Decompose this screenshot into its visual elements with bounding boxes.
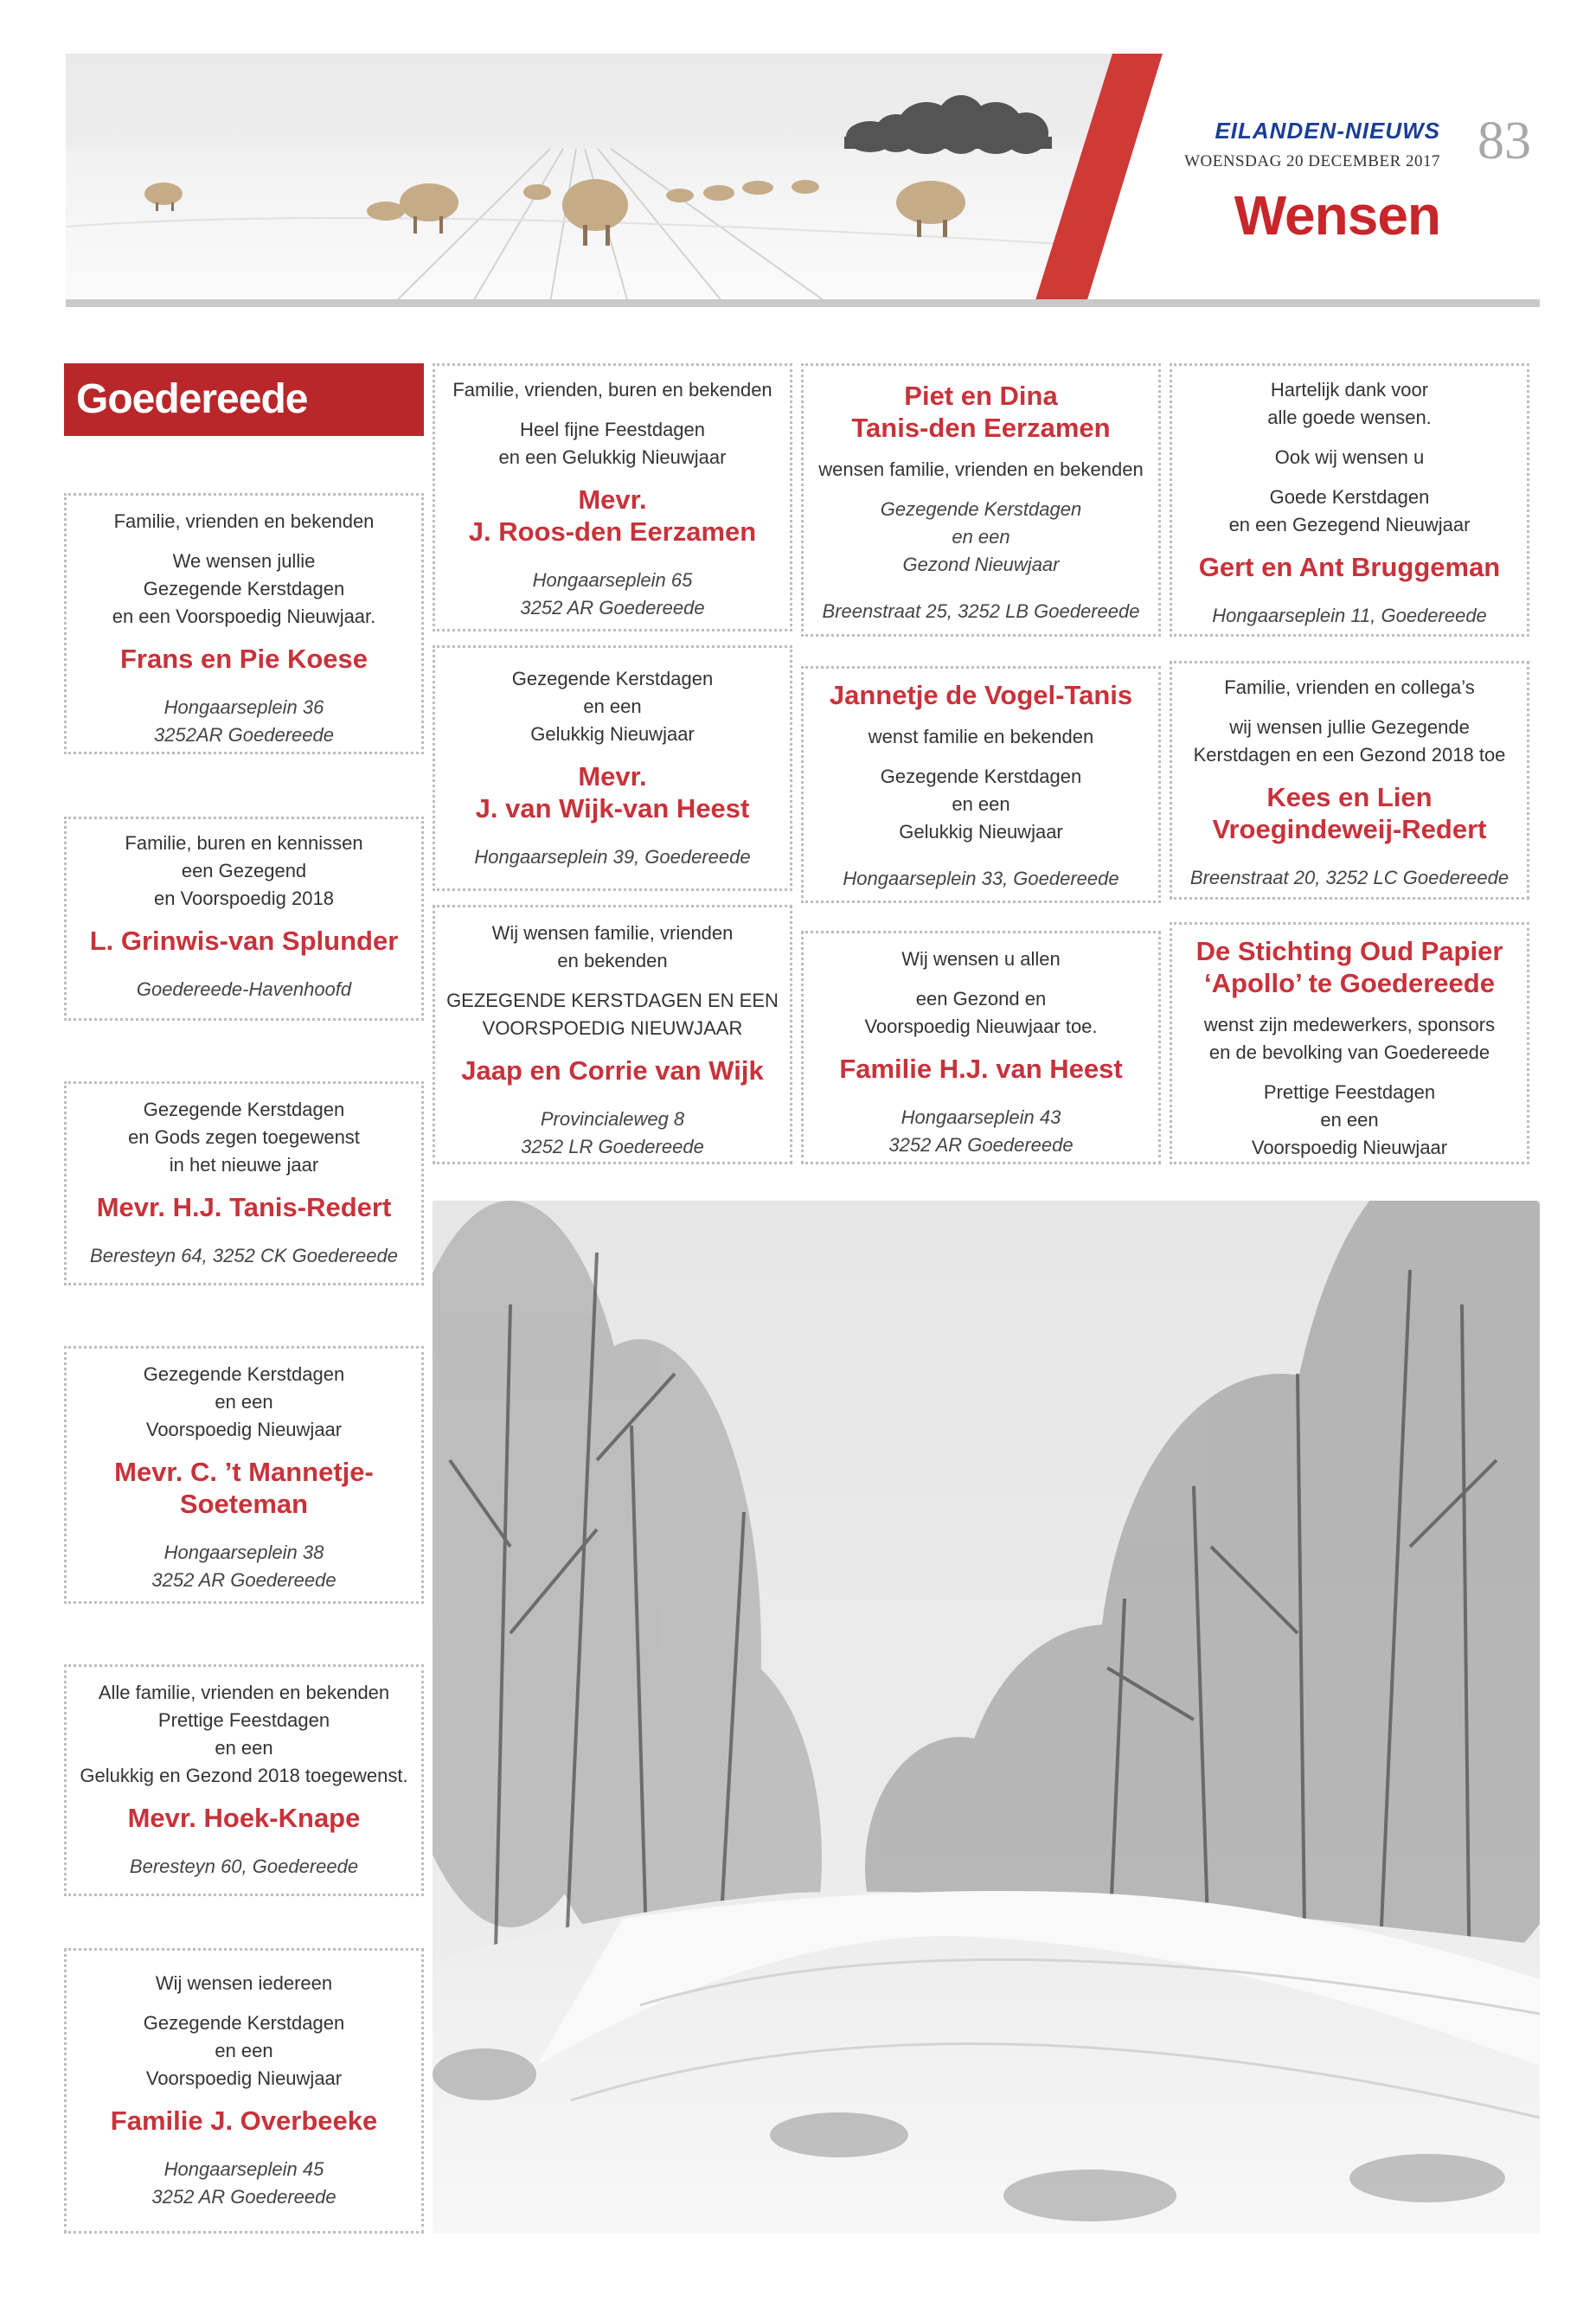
ad-text: Prettige Feestdagen [157, 1709, 330, 1731]
ad-sender-name: J. van Wijk-van Heest [475, 793, 750, 824]
ad-text: Kerstdagen en een Gezond 2018 toe [1193, 744, 1506, 766]
ad-address: 3252 AR Goedereede [151, 1569, 337, 1591]
ad-text: en een [952, 526, 1010, 548]
ad-sender-name: Jannetje de Vogel-Tanis [829, 680, 1133, 710]
greeting-ad [64, 817, 424, 1021]
ad-text: Wij wensen u allen [901, 948, 1061, 970]
ad-sender-name: Mevr. C. ’t Mannetje- [114, 1457, 374, 1487]
ad-address: Hongaarseplein 33, Goedereede [843, 868, 1119, 889]
ad-text: en een [215, 1391, 273, 1413]
ad-text: en een [1320, 1109, 1379, 1131]
ad-text: wenst zijn medewerkers, sponsors [1203, 1014, 1496, 1035]
ad-address: Provincialeweg 8 [540, 1108, 685, 1130]
ad-sender-name: Mevr. Hoek-Knape [127, 1803, 361, 1833]
greeting-ad [801, 363, 1161, 637]
ad-text: Voorspoedig Nieuwjaar toe. [864, 1016, 1098, 1037]
ad-text: Wij wensen familie, vrienden [491, 922, 734, 944]
ad-text: Gezegende Kerstdagen [143, 2012, 345, 2034]
greeting-ad [433, 363, 792, 631]
ad-sender-name: De Stichting Oud Papier [1195, 936, 1503, 966]
ad-text: Ook wij wensen u [1274, 446, 1425, 468]
ad-sender-name: Mevr. H.J. Tanis-Redert [96, 1192, 392, 1222]
ad-text: We wensen jullie [172, 550, 316, 572]
ad-sender-name: Tanis-den Eerzamen [851, 413, 1111, 443]
greeting-ad [1170, 363, 1529, 637]
ad-sender-name: Jaap en Corrie van Wijk [461, 1055, 764, 1086]
greeting-ad [64, 1346, 424, 1604]
ad-address: 3252 LR Goedereede [521, 1136, 704, 1157]
ad-address: 3252AR Goedereede [154, 724, 334, 746]
ad-text: Gezond Nieuwjaar [902, 554, 1060, 575]
ad-text: en een [583, 695, 642, 717]
ad-sender-name: Piet en Dina [904, 381, 1058, 411]
ad-address: Hongaarseplein 43 [901, 1106, 1061, 1128]
ad-text: een Gezond en [915, 988, 1047, 1009]
ad-text: Goede Kerstdagen [1269, 486, 1430, 508]
location-banner: Goedereede [64, 363, 424, 436]
greeting-ad [801, 931, 1161, 1164]
ad-text: Gezegende Kerstdagen [143, 1099, 345, 1120]
ad-text: Hartelijk dank voor [1270, 379, 1429, 401]
ad-text: in het nieuwe jaar [169, 1154, 319, 1176]
ad-text: wij wensen jullie Gezegende [1229, 716, 1470, 738]
greeting-ad [1170, 661, 1529, 900]
ad-text: en Gods zegen toegewenst [128, 1126, 360, 1148]
ad-address: 3252 AR Goedereede [888, 1134, 1074, 1156]
ad-sender-name: Mevr. [578, 484, 647, 515]
ad-text: Familie, buren en kennissen [125, 832, 363, 854]
greeting-ad [433, 905, 792, 1164]
ad-text: Gezegende Kerstdagen [143, 1363, 345, 1385]
page-number: 83 [1477, 112, 1531, 170]
ad-text: Voorspoedig Nieuwjaar [145, 2067, 343, 2089]
ad-text: Familie, vrienden, buren en bekenden [452, 379, 772, 401]
ad-sender-name: Frans en Pie Koese [119, 644, 368, 674]
header-divider [66, 299, 1540, 307]
ad-address: Beresteyn 60, Goedereede [129, 1856, 359, 1877]
ad-text: wenst familie en bekenden [868, 726, 1094, 747]
greeting-ad [1170, 922, 1529, 1164]
ad-sender-name: Familie J. Overbeeke [110, 2106, 378, 2136]
ad-address: Beresteyn 64, 3252 CK Goedereede [90, 1245, 398, 1266]
ad-text: en een [215, 2040, 273, 2061]
ad-sender-name: Gert en Ant Bruggeman [1198, 552, 1501, 582]
ad-address: Breenstraat 25, 3252 LB Goedereede [822, 600, 1140, 622]
ad-text: Familie, vrienden en bekenden [113, 510, 375, 532]
ad-text: Voorspoedig Nieuwjaar [145, 1419, 343, 1440]
greeting-ad [64, 1948, 424, 2234]
ad-text: en een [215, 1737, 273, 1759]
greeting-ad [801, 666, 1161, 903]
ad-text: Gelukkig en Gezond 2018 toegewenst. [80, 1765, 408, 1786]
publication-date: WOENSDAG 20 DECEMBER 2017 [1184, 152, 1440, 170]
ad-text: Prettige Feestdagen [1263, 1081, 1436, 1103]
ad-sender-name: Mevr. [578, 761, 647, 792]
ad-text: GEZEGENDE KERSTDAGEN EN EEN [446, 990, 779, 1011]
masthead-logo: EILANDEN-NIEUWS [1215, 118, 1440, 144]
ad-address: Goedereede-Havenhoofd [136, 978, 352, 1000]
ad-text: Gelukkig Nieuwjaar [530, 723, 695, 745]
ad-address: Hongaarseplein 65 [532, 569, 693, 591]
ad-text: Gezegende Kerstdagen [880, 766, 1082, 787]
ad-text: Wij wensen iedereen [155, 1972, 333, 1994]
ad-text: wensen familie, vrienden en bekenden [818, 458, 1144, 480]
section-title: Wensen [1234, 184, 1440, 247]
ad-text: Gezegende Kerstdagen [143, 578, 345, 599]
ad-address: Hongaarseplein 39, Goedereede [474, 846, 751, 868]
ad-address: Hongaarseplein 45 [163, 2158, 324, 2180]
ad-text: Gezegende Kerstdagen [880, 498, 1082, 520]
greeting-ad [64, 1081, 424, 1285]
winter-landscape-photo [433, 1201, 1540, 2234]
header-photo-snowy-sheep [66, 54, 1199, 303]
ad-text: alle goede wensen. [1267, 407, 1432, 428]
ad-sender-name: Familie H.J. van Heest [839, 1054, 1123, 1084]
ad-address: Breenstraat 20, 3252 LC Goedereede [1189, 867, 1509, 888]
ad-text: VOORSPOEDIG NIEUWJAAR [482, 1017, 743, 1039]
ad-text: Gelukkig Nieuwjaar [899, 821, 1063, 843]
ad-text: en een [952, 793, 1010, 815]
ad-text: en een Gezegend Nieuwjaar [1228, 514, 1471, 535]
greeting-ad [64, 493, 424, 754]
ad-text: en een Gelukkig Nieuwjaar [498, 446, 727, 468]
greeting-ad [64, 1664, 424, 1896]
ad-text: Familie, vrienden en collega’s [1224, 676, 1475, 698]
ad-text: een Gezegend [181, 860, 307, 881]
ad-sender-name: ‘Apollo’ te Goedereede [1204, 968, 1495, 998]
ad-text: en Voorspoedig 2018 [154, 888, 334, 909]
ad-text: Alle familie, vrienden en bekenden [98, 1682, 390, 1703]
ad-text: Voorspoedig Nieuwjaar [1251, 1137, 1448, 1158]
ad-sender-name: L. Grinwis-van Splunder [89, 926, 399, 956]
ad-address: Hongaarseplein 38 [163, 1541, 324, 1563]
ad-text: Heel fijne Feestdagen [519, 419, 706, 440]
ad-sender-name: Kees en Lien [1266, 782, 1433, 812]
ad-address: Hongaarseplein 36 [163, 696, 324, 718]
ad-sender-name: Soeteman [179, 1489, 309, 1519]
ad-sender-name: J. Roos-den Eerzamen [468, 516, 757, 547]
ad-text: en bekenden [557, 950, 668, 971]
ad-address: 3252 AR Goedereede [520, 597, 705, 619]
greeting-ad [433, 645, 792, 891]
ad-address: Hongaarseplein 11, Goedereede [1212, 605, 1487, 626]
ad-sender-name: Vroegindeweij-Redert [1212, 814, 1487, 844]
ad-text: en een Voorspoedig Nieuwjaar. [112, 606, 376, 627]
ad-text: en de bevolking van Goedereede [1208, 1042, 1490, 1063]
ad-address: 3252 AR Goedereede [151, 2186, 337, 2208]
ad-text: Gezegende Kerstdagen [511, 668, 714, 689]
